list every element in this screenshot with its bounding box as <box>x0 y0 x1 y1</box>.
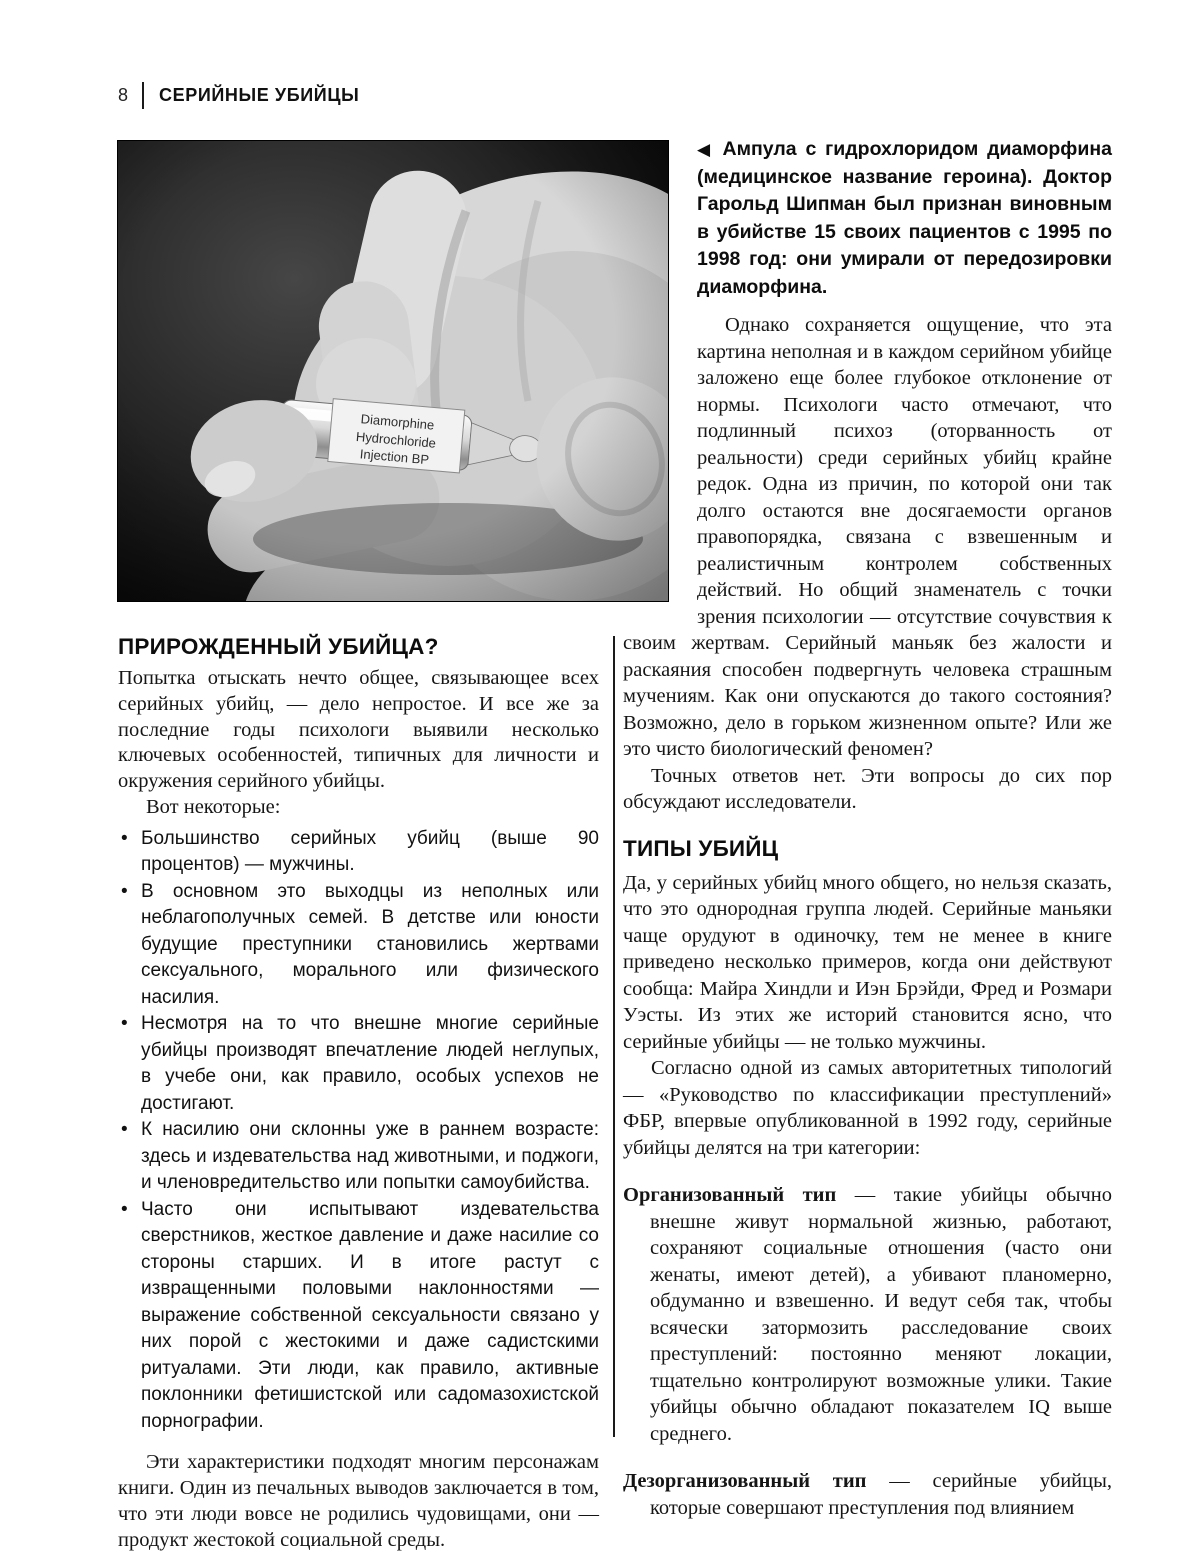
list-item: • Большинство серийных убийц (выше 90 процентов) — мужчины. <box>118 826 599 879</box>
column-divider-rule <box>613 636 615 1437</box>
list-item: • Часто они испытывают издевательства сверстников, жесткое давление и даже насилие со стороны старших. И в итоге растут с извращенными половыми наклонностями — выражение собственной сексуальности связано у них порой с жестокими и даже садистскими ритуалами. Эти люди, как правило, активные поклонники фетишистской или садомазохистской порнографии. <box>118 1197 599 1436</box>
term-disorganized-definition: — серийные убийцы, которые совершают преступления под влиянием <box>650 1470 1113 1519</box>
term-organized-type: Организованный тип <box>623 1184 837 1206</box>
paragraph: Однако сохраняется ощущение, что эта картина неполная и в каждом серийном убийце заложено еще более глубокое отклонение от нормы. Психологи часто отмечают, что подлинный психоз (оторванность от реальности) среди серийных убийц крайне редок. Одна из причин, по которой они так долго остаются вне досягаемости органов правопорядка, связана с взвешенным и реалистичным контролем собственных действий. Но общий знаменатель с точки зрения психологии — отсутствие сочувствия к своим жертвам. Серийный маньяк без жалости и раскаяния способен подвергнуть человека страшным мучениям. Как они опускаются до такого состояния? Возможно, дело в горьком жизненном опыте? Или же это чисто биологический феномен? <box>623 314 1112 760</box>
term-organized-definition: — такие убийцы обычно внешне живут нормальной жизнью, работают, сохраняют социальные отношения (часто они женаты, имеют детей), а убивают планомерно, обдуманно и взвешенно. И ведут себя так, чтобы всячески затормозить расследование своих преступлений: постоянно меняют локации, тщательно контролируют возможные улики. Такие убийцы обычно обладают показателем IQ выше среднего. <box>650 1184 1113 1445</box>
page-number: 8 <box>118 85 129 105</box>
list-item: • Несмотря на то что внешне многие серийные убийцы производят впечатление людей неглупых, в учебе они, как правило, особых успехов не достигают. <box>118 1011 599 1117</box>
left-column <box>118 634 599 1553</box>
photo-caption <box>623 136 1112 301</box>
hand-ampoule-photo <box>118 141 668 601</box>
paragraph: Попытка отыскать нечто общее, связывающее всех серийных убийц, — дело непростое. И все же за последние годы психологи выявили несколько ключевых особенностей, типичных для личности и окружения серийного убийцы. <box>118 667 599 793</box>
paragraph: Да, у серийных убийц много общего, но нельзя сказать, что это однородная группа людей. Серийные маньяки чаще орудуют в одиночку, тем не менее в книге приведено несколько примеров, когда они действуют сообща: Майра Хиндли и Иэн Брэйди, Фред и Розмари Уэсты. Из этих же историй становится ясно, что серийные убийцы — не только мужчины. <box>623 871 1112 1053</box>
right-column <box>623 136 1112 1521</box>
paragraph: Точных ответов нет. Эти вопросы до сих пор обсуждают исследователи. <box>623 764 1112 813</box>
list-item: • К насилию они склонны уже в раннем возрасте: здесь и издевательства над животными, и поджоги, и членовредительство или попытки самоубийства. <box>118 1117 599 1197</box>
section-heading-born-killer: ПРИРОЖДЕННЫЙ УБИЙЦА? <box>118 634 439 659</box>
traits-list <box>118 826 599 1436</box>
header-divider-bar <box>142 82 144 109</box>
term-disorganized-type: Дезорганизованный тип <box>623 1470 867 1492</box>
paragraph: Согласно одной из самых авторитетных типологий — «Руководство по классификации преступлений» ФБР, впервые опубликованной в 1992 году, серийные убийцы делятся на три категории: <box>623 1057 1112 1159</box>
page-header <box>118 82 359 109</box>
list-intro: Вот некоторые: <box>146 795 281 818</box>
paragraph-organized-type <box>623 1182 1112 1447</box>
photo-wrap-spacer <box>623 136 697 628</box>
running-title: СЕРИЙНЫЕ УБИЙЦЫ <box>159 85 360 105</box>
photo-caption-text: Ампула с гидрохлоридом диаморфина (медицинское название героина). Доктор Гарольд Шипман был признан виновным в убийстве 15 своих пациентов с 1995 по 1998 год: они умирали от передозировки диаморфина. <box>697 138 1112 298</box>
photo-vignette <box>118 141 668 601</box>
caption-arrow-icon: ◀ <box>697 140 714 159</box>
list-item: • В основном это выходцы из неполных или неблагополучных семей. В детстве или юности будущие преступники становились жертвами сексуального, морального или физического насилия. <box>118 879 599 1012</box>
section-heading-killer-types: ТИПЫ УБИЙЦ <box>623 835 779 861</box>
paragraph: Эти характеристики подходят многим персонажам книги. Один из печальных выводов заключается в том, что эти люди вовсе не родились чудовищами, они — продукт жестокой социальной среды. <box>118 1451 599 1551</box>
photo-frame <box>117 140 669 602</box>
paragraph-disorganized-type <box>623 1468 1112 1521</box>
